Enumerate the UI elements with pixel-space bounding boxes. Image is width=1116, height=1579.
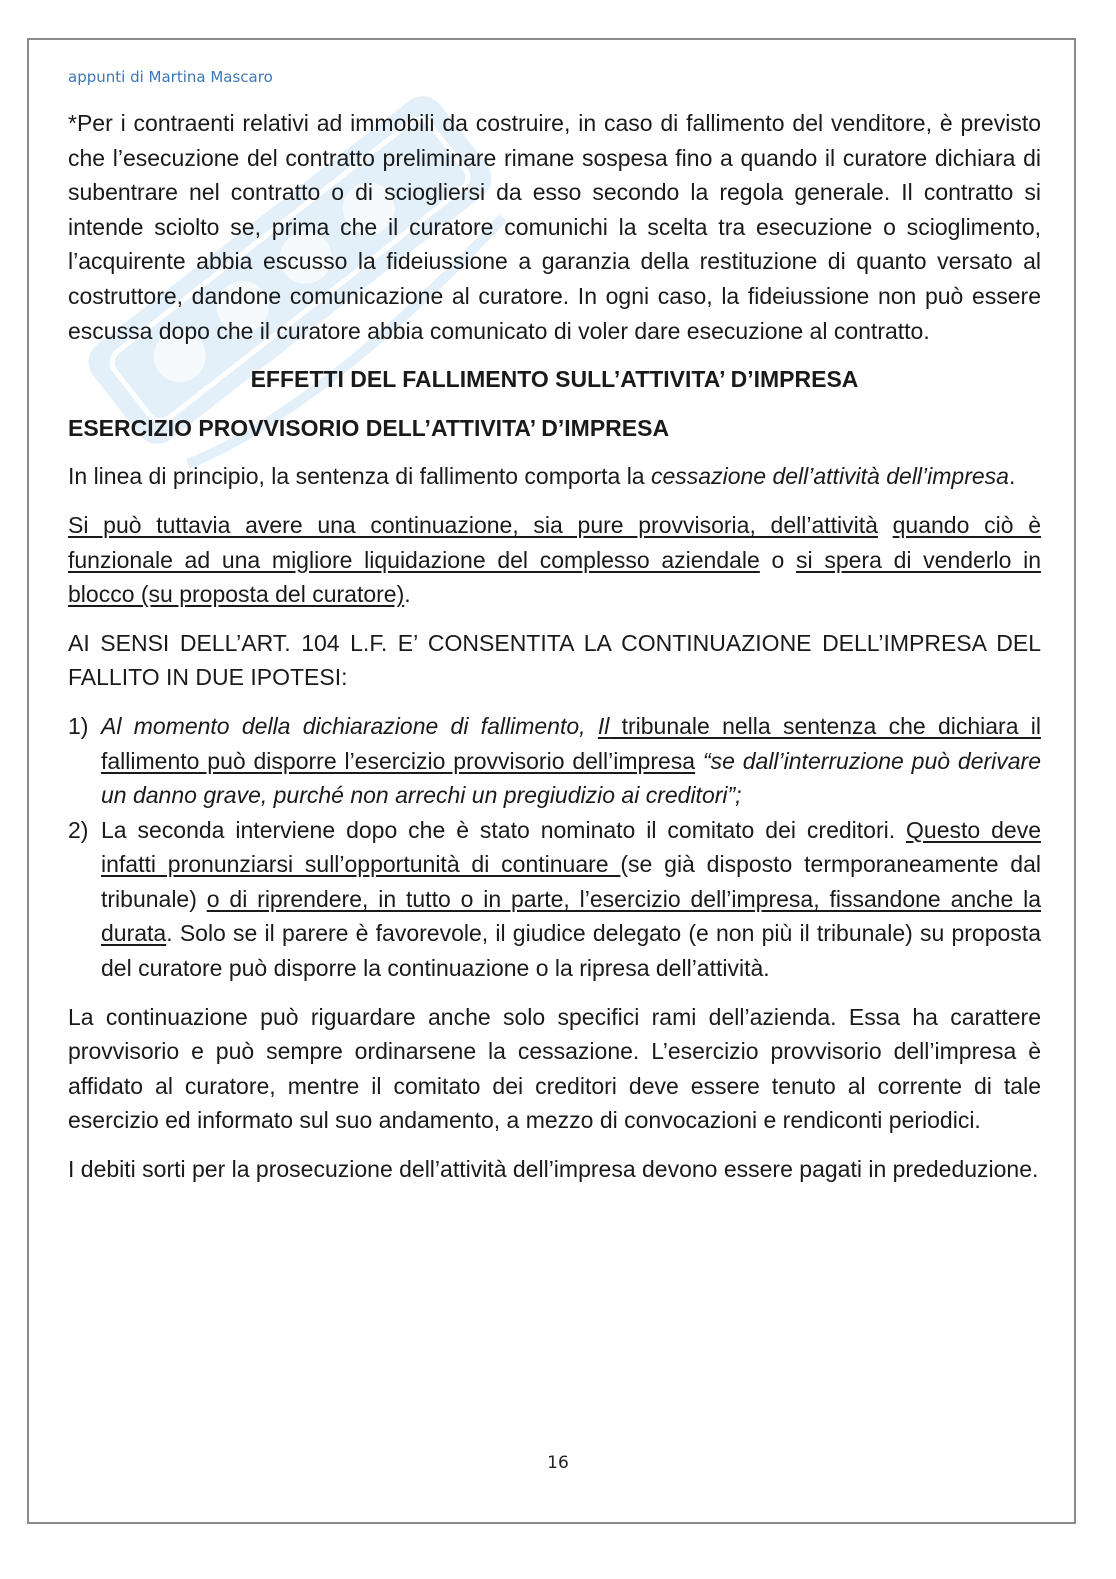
continuation-paragraph (68, 508, 1041, 612)
intro-paragraph: *Per i contraenti relativi ad immobili da costruire, in caso di fallimento del venditore, è previsto che l’esecuzione del contratto preliminare rimane sospesa fino a quando il curatore dichiara di subentrare nel contratto o di sciogliersi da esso secondo la regola generale. Il contratto si intende sciolto se, prima che il curatore comunichi la scelta tra esecuzione o scioglimento, l’acquirente abbia escusso la fideiussione a garanzia della restituzione di quanto versato al costruttore, dandone comunicazione al curatore. In ogni caso, la fideiussione non può essere escussa dopo che il curatore abbia comunicato di voler dare esecuzione al contratto. (68, 110, 1041, 344)
principle-emphasis: cessazione dell’attività dell’impresa (651, 463, 1009, 490)
branches-paragraph: La continuazione può riguardare anche solo specifici rami dell’azienda. Essa ha carattere provvisorio e può sempre ordinarsene la cessazione. L’esercizio provvisorio dell’impresa è affidato al curatore, mentre il comitato dei creditori deve essere tenuto al corrente di tale esercizio ed informato sul suo andamento, a mezzo di convocazioni e rendiconti periodici. (68, 1003, 1041, 1134)
principle-paragraph (68, 459, 1041, 494)
list-marker: 2) (68, 816, 89, 843)
page-number: 16 (547, 1453, 569, 1473)
item1-il: Il (597, 712, 610, 739)
principle-tail: . (1008, 463, 1016, 490)
item1-quote: “se dall’interruzione può derivare un danno grave, purché non arrechi un pregiudizio ai creditori”; (101, 747, 1042, 809)
article-104-paragraph: AI SENSI DELL’ART. 104 L.F. E’ CONSENTITA LA CONTINUAZIONE DELL’IMPRESA DEL FALLITO IN DUE IPOTESI: (68, 629, 1041, 691)
continuation-gap-2: o (759, 546, 797, 573)
item1-italic-lead: Al momento della dichiarazione di fallimento, (101, 712, 598, 739)
item2-middle: (se già disposto termporaneamente dal tribunale) (101, 851, 1042, 912)
list-marker: 1) (68, 712, 89, 739)
continuation-part-d: . (404, 581, 411, 608)
item2-underlined-2: o di riprendere, in tutto o in parte, l’esercizio dell’impresa, fissandone anche la durata (101, 885, 1041, 947)
hypotheses-list (68, 709, 1041, 986)
continuation-part-a: Si può tuttavia avere una continuazione, sia pure provvisoria, dell’attività (68, 511, 878, 538)
continuation-part-c: si spera di venderlo in blocco (su proposta del curatore) (68, 546, 1042, 608)
continuation-part-b: quando ciò è funzionale ad una migliore liquidazione del complesso aziendale (68, 511, 1041, 573)
author-header: appunti di Martina Mascaro (68, 68, 273, 86)
principle-lead: In linea di principio, la sentenza di fallimento comporta la (68, 463, 651, 490)
page-content (68, 106, 1041, 1201)
list-item (68, 813, 1041, 986)
list-item (68, 709, 1041, 813)
item1-underlined: tribunale nella sentenza che dichiara il fallimento può disporre l’esercizio provvisorio dell’impresa (101, 712, 1041, 774)
subsection-title: ESERCIZIO PROVVISORIO DELL’ATTIVITA’ D’IMPRESA (68, 414, 670, 441)
item2-tail: . Solo se il parere è favorevole, il giudice delegato (e non più il tribunale) su proposta del curatore può disporre la continuazione o la ripresa dell’attività. (101, 920, 1041, 982)
item2-lead: La seconda interviene dopo che è stato nominato il comitato dei creditori. (101, 816, 907, 843)
item2-underlined-1: Questo deve infatti pronunziarsi sull’opportunità di continuare (101, 816, 1042, 878)
section-title: EFFETTI DEL FALLIMENTO SULL’ATTIVITA’ D’IMPRESA (250, 366, 859, 393)
debts-paragraph: I debiti sorti per la prosecuzione dell’attività dell’impresa devono essere pagati in prededuzione. (68, 1156, 1039, 1183)
continuation-gap-1 (878, 512, 893, 538)
